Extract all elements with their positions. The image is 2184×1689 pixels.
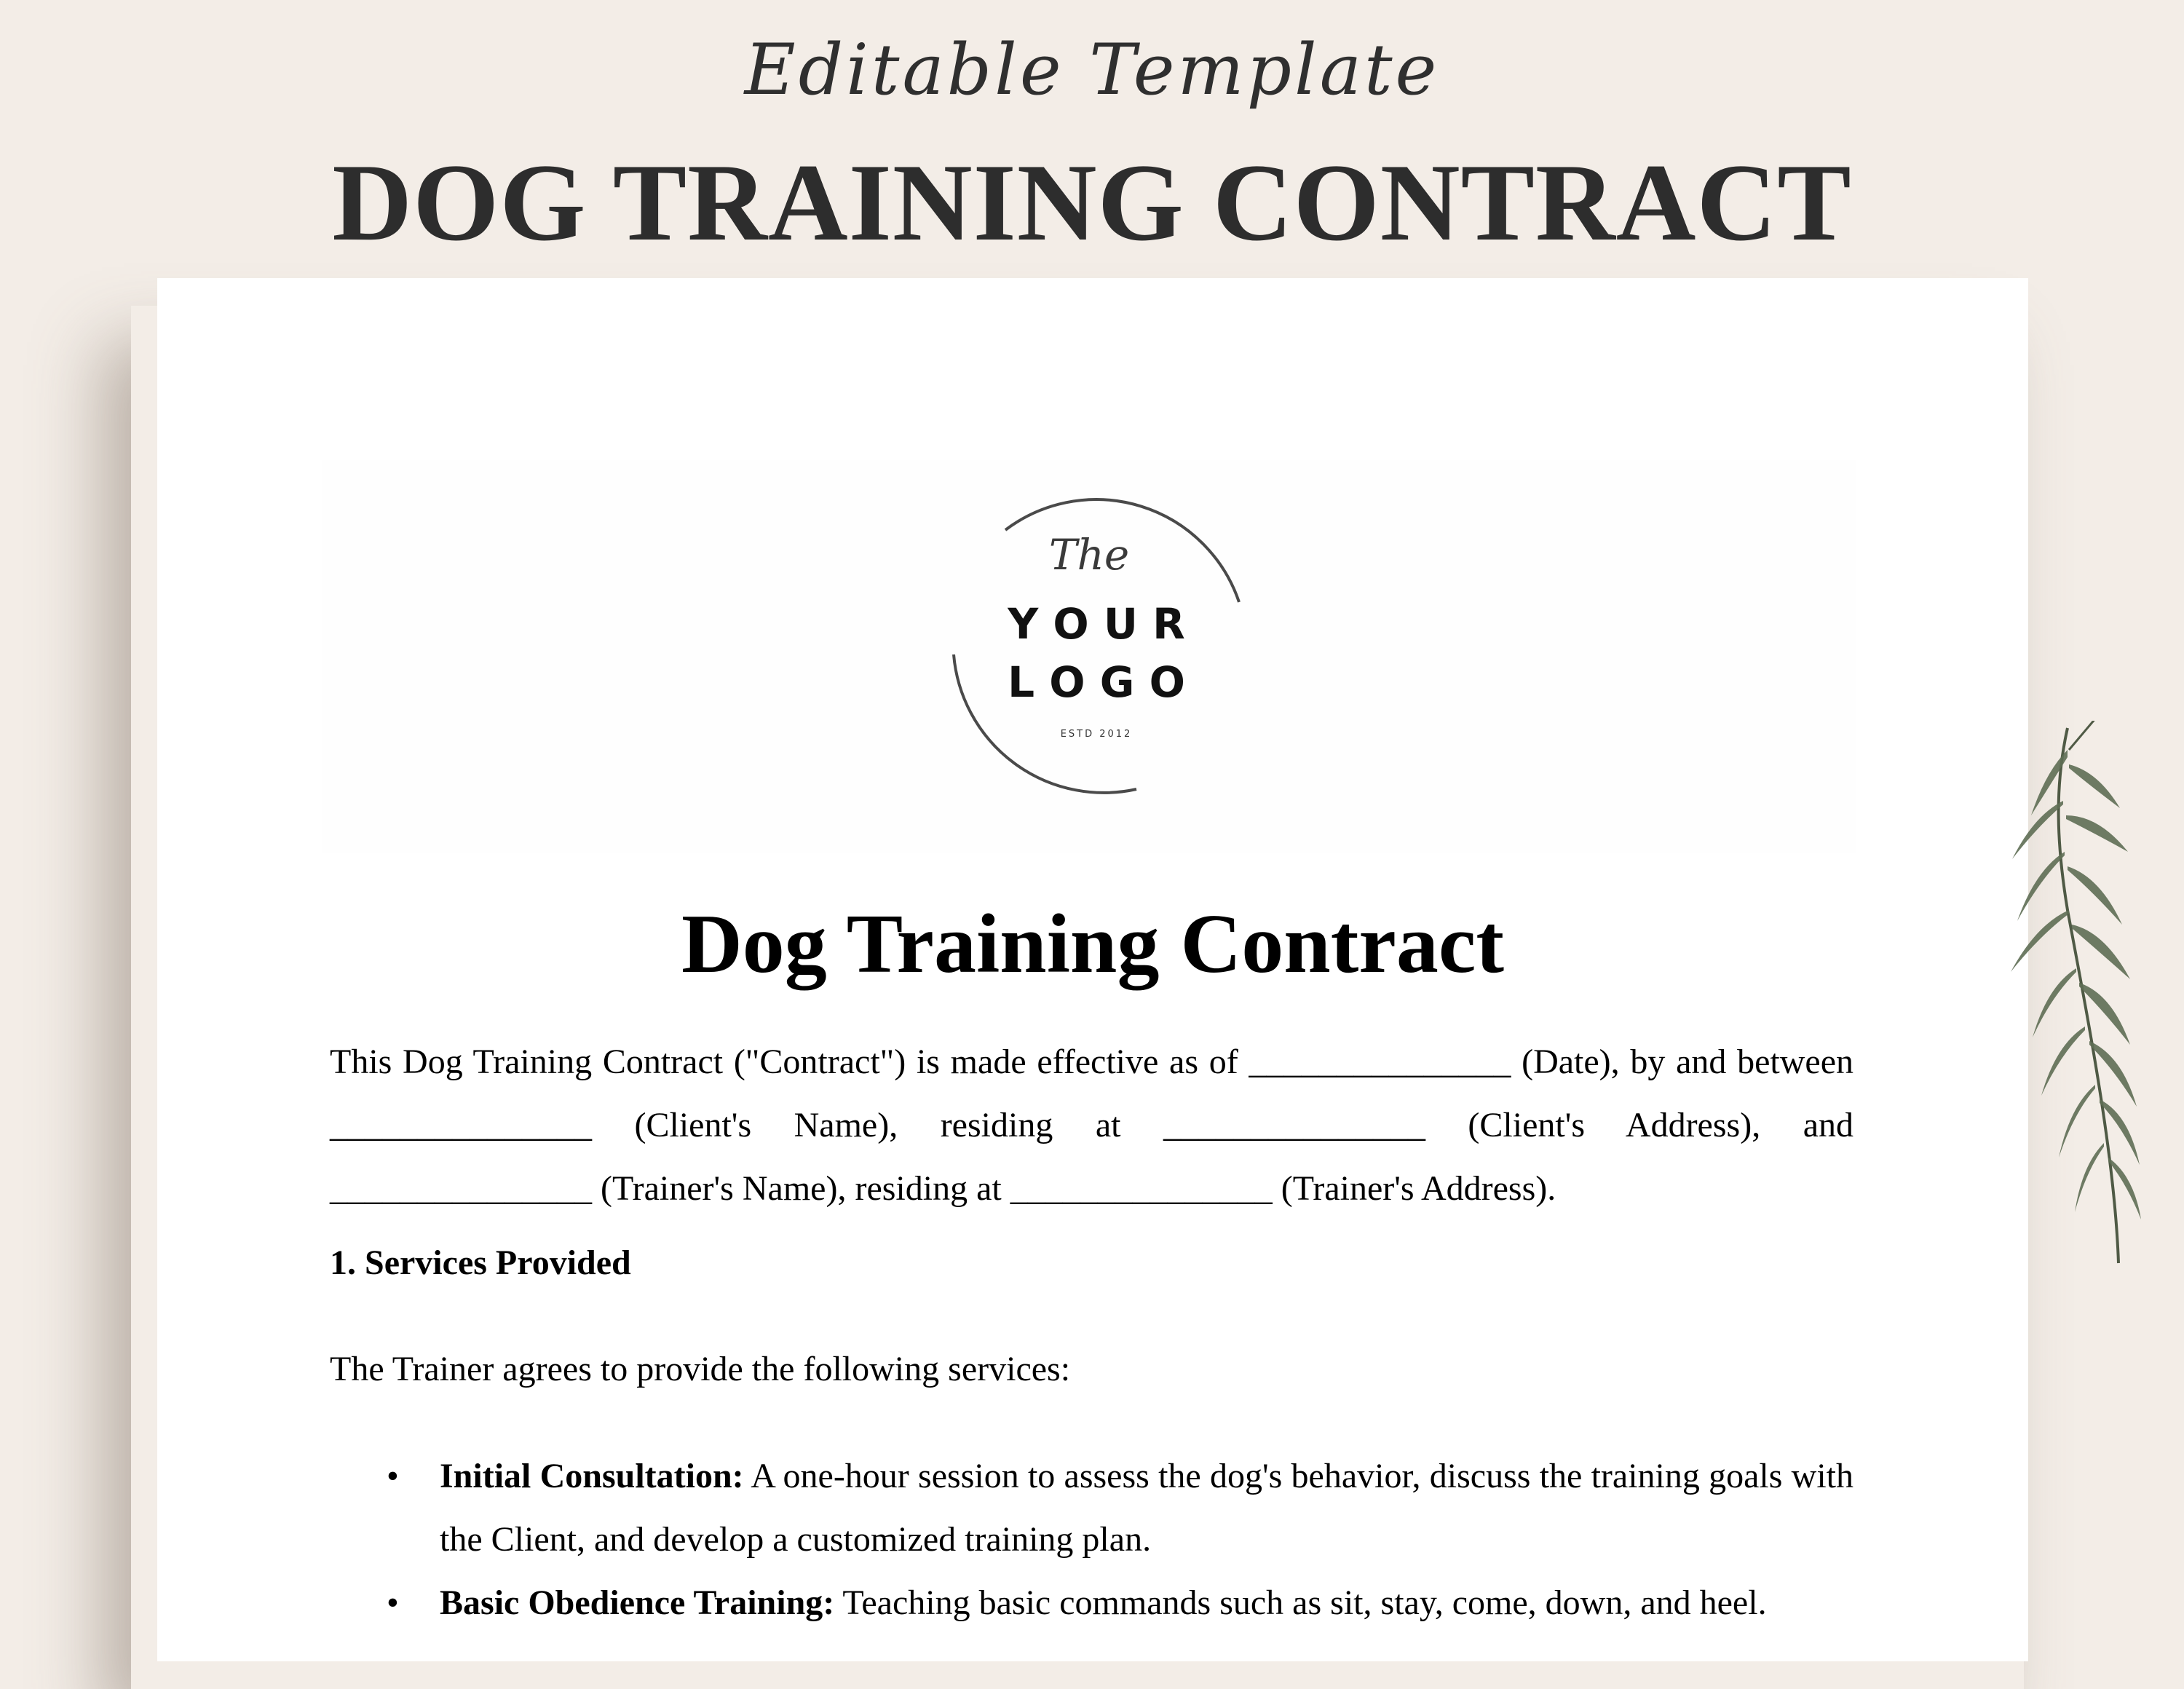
section-lead-text: The Trainer agrees to provide the following services: — [330, 1350, 1071, 1388]
document-title: Dog Training Contract — [681, 898, 1504, 991]
logo-line-your: Y O U R — [1008, 599, 1185, 649]
list-item — [330, 1571, 1853, 1634]
logo-estd: ESTD 2012 — [1060, 729, 1133, 740]
service-description: A one-hour session to assess the dog's behavior, discuss the training goals with the Client, and develop a customized training plan. — [440, 1457, 1854, 1559]
main-title: DOG TRAINING CONTRACT — [332, 141, 1852, 264]
logo-placeholder — [943, 460, 1249, 853]
logo-line-logo: L O G O — [1008, 657, 1185, 707]
bullet-icon: • — [387, 1583, 399, 1622]
logo-area — [322, 460, 1856, 853]
service-name: Basic Obedience Training: — [440, 1583, 835, 1622]
bullet-icon: • — [387, 1457, 399, 1495]
rosemary-sprig-decoration — [1987, 721, 2177, 1274]
document-page — [157, 278, 2028, 1661]
logo-the: The — [1048, 530, 1130, 580]
intro-paragraph: This Dog Training Contract ("Contract") is made effective as of _______________ (Date), by and between _______________ (Client's Name), residing at _______________ (Client's Address), and _______________ (Trainer's Name), residing at _______________ (Trainer's Address). — [330, 1043, 1853, 1208]
list-item — [330, 1444, 1853, 1571]
services-list — [330, 1444, 1853, 1634]
service-description: Teaching basic commands such as sit, stay, come, down, and heel. — [834, 1583, 1767, 1622]
script-title: Editable Template — [744, 29, 1440, 111]
section-heading: 1. Services Provided — [330, 1243, 631, 1282]
service-name: Initial Consultation: — [440, 1457, 744, 1495]
